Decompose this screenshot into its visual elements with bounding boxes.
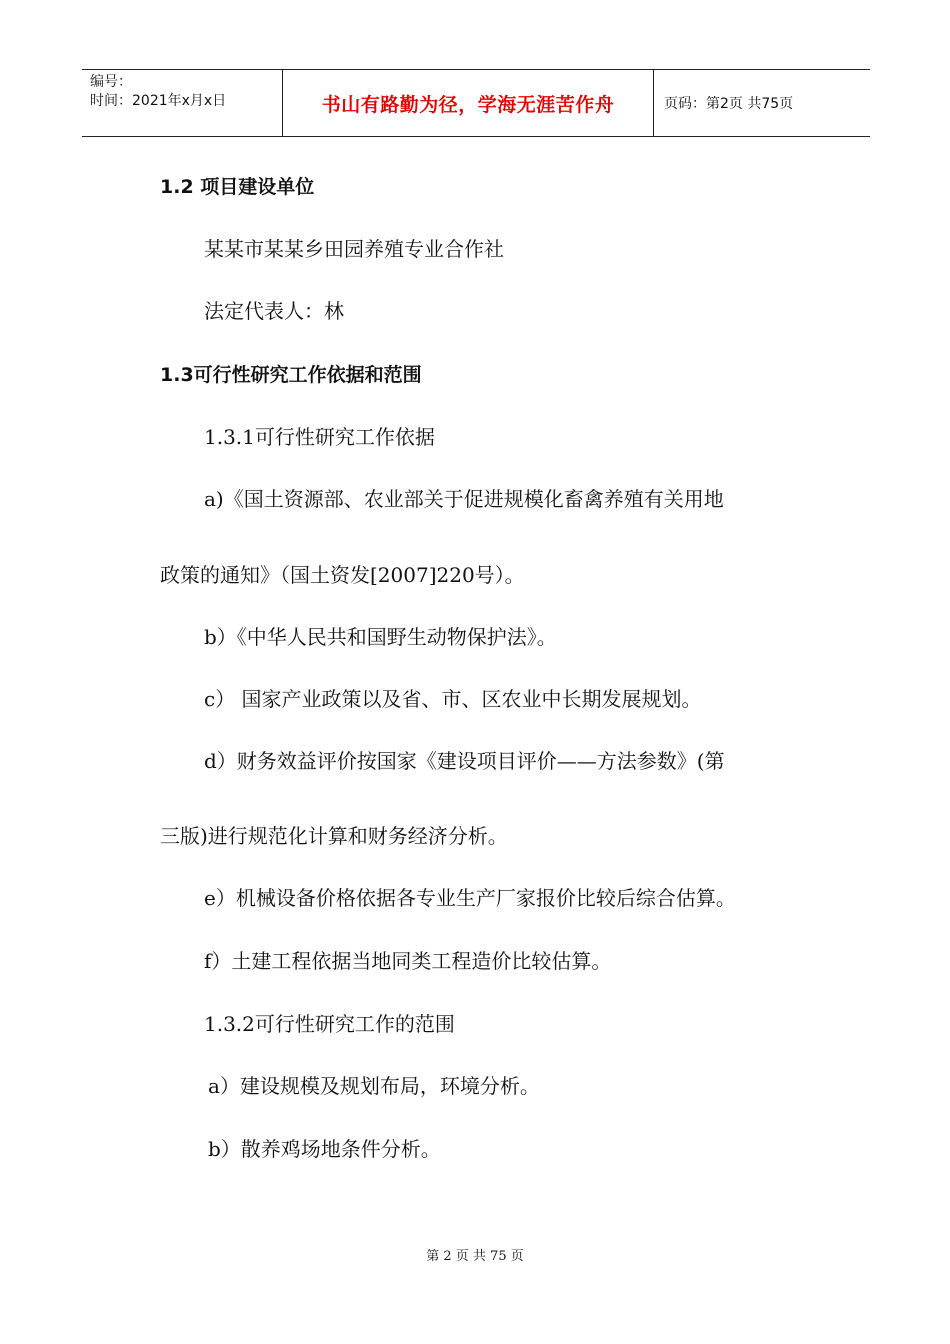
- document-time-label: 时间：2021年x月x日: [90, 93, 227, 109]
- list-item-d-continued: 三版)进行规范化计算和财务经济分析。: [160, 824, 508, 848]
- list-item-e: e）机械设备价格依据各专业生产厂家报价比较后综合估算。: [204, 886, 736, 910]
- list-item-c: c） 国家产业政策以及省、市、区农业中长期发展规划。: [204, 687, 702, 711]
- paragraph-organization: 某某市某某乡田园养殖专业合作社: [204, 237, 504, 261]
- header-motto: 书山有路勤为径，学海无涯苦作舟: [282, 70, 654, 136]
- list-item-a-continued: 政策的通知》（国土资发[2007]220号）。: [160, 563, 525, 587]
- scope-item-b: b）散养鸡场地条件分析。: [208, 1137, 441, 1161]
- subsection-heading-1-3-1: 1.3.1可行性研究工作依据: [204, 425, 435, 449]
- list-item-d: d）财务效益评价按国家《建设项目评价——方法参数》(第: [204, 749, 725, 773]
- section-heading-1-2: 1.2 项目建设单位: [160, 176, 315, 198]
- list-item-a: a)《国土资源部、农业部关于促进规模化畜禽养殖有关用地: [204, 487, 724, 511]
- page-header: [82, 69, 870, 137]
- list-item-f: f）土建工程依据当地同类工程造价比较估算。: [204, 949, 612, 973]
- paragraph-legal-representative: 法定代表人：林: [204, 299, 344, 323]
- list-item-b: b）《中华人民共和国野生动物保护法》。: [204, 625, 557, 649]
- document-number-label: 编号：: [90, 74, 132, 90]
- scope-item-a: a）建设规模及规划布局，环境分析。: [208, 1074, 540, 1098]
- section-heading-1-3: 1.3可行性研究工作依据和范围: [160, 364, 422, 386]
- header-meta: [82, 70, 282, 136]
- page-footer: 第 2 页 共 75 页: [426, 1249, 524, 1264]
- header-page-info: 页码：第2页 共75页: [664, 96, 794, 112]
- subsection-heading-1-3-2: 1.3.2可行性研究工作的范围: [204, 1012, 455, 1036]
